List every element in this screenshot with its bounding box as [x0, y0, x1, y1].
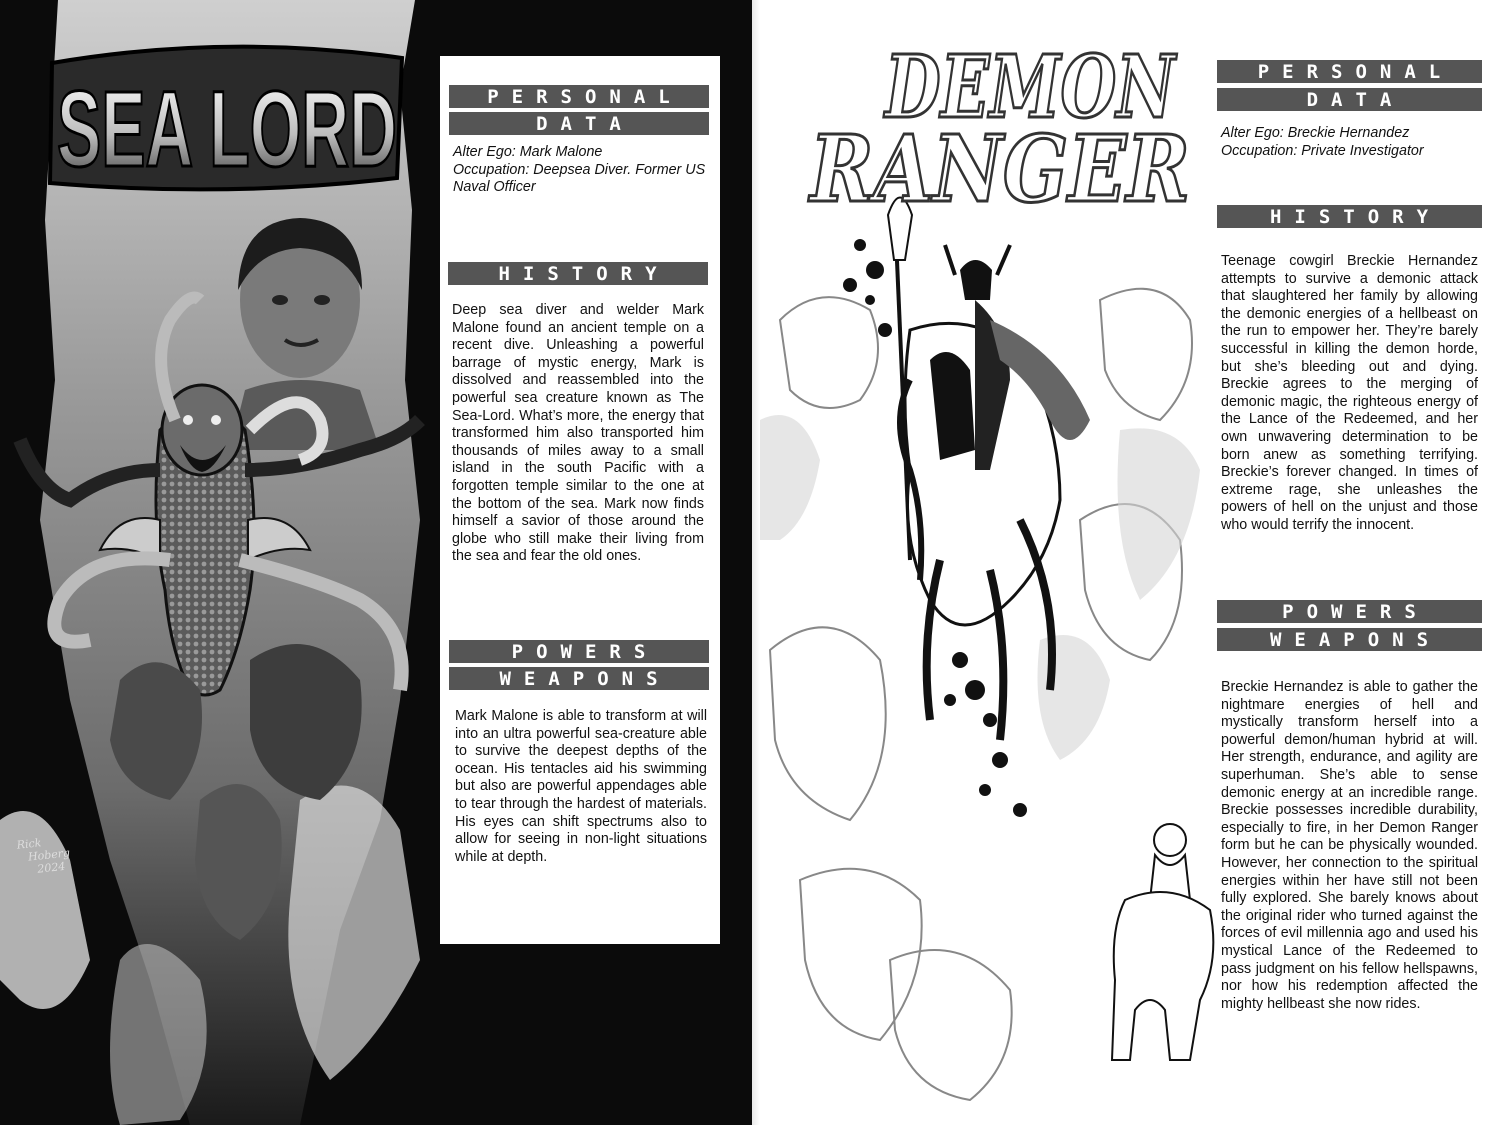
- powers-heading: POWERS: [449, 638, 709, 663]
- sea-lord-page: [0, 0, 752, 1125]
- sea-lord-info-panel: [440, 56, 720, 944]
- page-gutter: [752, 0, 760, 1125]
- weapons-heading: WEAPONS: [1217, 626, 1482, 651]
- demon-ranger-page: [760, 0, 1511, 1125]
- personal-heading: PERSONAL: [1217, 58, 1482, 83]
- history-heading: HISTORY: [448, 260, 708, 285]
- sea-lord-powers-text: Mark Malone is able to transform at will into an ultra powerful sea-creature able to survive the deepest depths of the ocean. His tentacles aid his swimming but also are powerful appendages able to tear through the hardest of materials. His eyes can shift spectrums also to allow for seeing in non-light situations while at depth.: [455, 708, 707, 865]
- demon-ranger-title-line1: DEMON: [882, 37, 1178, 138]
- history-heading: HISTORY: [1217, 203, 1482, 228]
- demon-ranger-title-line2: RANGER: [807, 115, 1190, 223]
- demon-ranger-personal-data: [1221, 125, 1478, 160]
- data-heading: DATA: [449, 110, 709, 135]
- weapons-heading: WEAPONS: [449, 665, 709, 690]
- demon-ranger-history-text: Teenage cowgirl Breckie Hernandez attempts to survive a demonic attack that slaughtered her family by allowing the demonic energies of a hellbeast on the run to empower her. They’re barely successful in killing the demon horde, but she’s bleeding out and dying. Breckie agrees to the merging of demonic magic, the righteous energy of the Lance of the Redeemed, and her own unwavering determination to be born anew as something terrifying. Breckie’s forever changed. In times of extreme rage, she unleashes the powers of hell on the unjust and those who would terrify the innocent.: [1221, 253, 1478, 533]
- data-heading: DATA: [1217, 86, 1482, 111]
- demon-ranger-powers-text: Breckie Hernandez is able to gather the nightmare energies of hell and mystically transform herself into a powerful demon/human hybrid at will. Her strength, endurance, and agility are superhuman. She’s able to sense demonic energy at an incredible range. Breckie possesses incredible durability, especially to fire, in her Demon Ranger form but he can be physically wounded. However, her connection to the spiritual energies within her have still not been fully explored. She barely knows about the original rider who turned against the forces of evil millennia ago and used his mystical Lance of the Redeemed to pass judgment on his fellow hellspawns, nor how his redemption affected the mighty hellbeast she now rides.: [1221, 679, 1478, 1012]
- sea-lord-history-text: Deep sea diver and welder Mark Malone found an ancient temple on a recent dive. Unleashing a powerful barrage of mystic energy, Mark is dissolved and reassembled into the powerful sea creature known as The Sea-Lord. What’s more, the energy that transformed him also transported him thousands of miles away to a small island in the south Pacific with a forgotten temple similar to the one at the bottom of the sea. Mark now finds himself a savior of those around the globe who still make their living from the sea and fear the old ones.: [452, 302, 704, 565]
- personal-heading: PERSONAL: [449, 83, 709, 108]
- sea-lord-personal-data: [453, 144, 708, 197]
- occupation: Occupation: Deepsea Diver. Former US Naval Officer: [453, 161, 706, 196]
- demon-ranger-title-logo: [800, 25, 1210, 225]
- alter-ego: Alter Ego: Mark Malone: [453, 144, 603, 160]
- powers-heading: POWERS: [1217, 598, 1482, 623]
- sea-lord-title-logo: [42, 38, 412, 198]
- occupation: Occupation: Private Investigator: [1221, 142, 1424, 159]
- sea-lord-title: SEA LORD: [57, 68, 397, 189]
- alter-ego: Alter Ego: Breckie Hernandez: [1221, 125, 1410, 141]
- artist-signature: Rick Hoberg 2024: [16, 836, 71, 876]
